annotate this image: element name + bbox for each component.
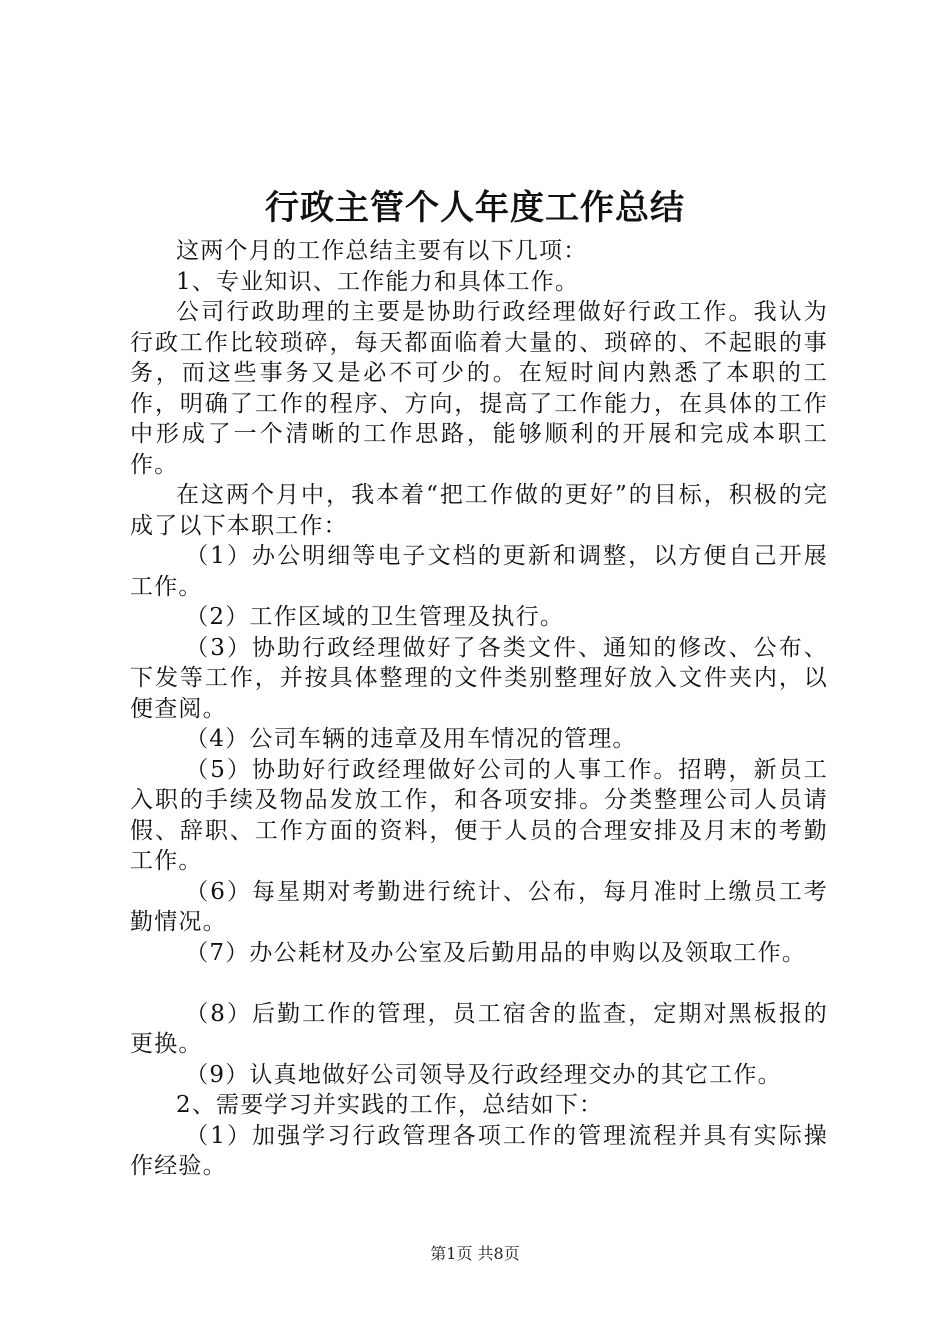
- document-title: 行政主管个人年度工作总结: [265, 188, 685, 228]
- paragraph-item-1: （1）办公明细等电子文档的更新和调整，以方便自己开展工作。: [130, 543, 828, 600]
- paragraph-item-4: （4）公司车辆的违章及用车情况的管理。: [185, 726, 637, 752]
- paragraph-section-2-item-1: （1）加强学习行政管理各项工作的管理流程并具有实际操作经验。: [130, 1122, 828, 1179]
- paragraph-item-8: （8）后勤工作的管理，员工宿舍的监查，定期对黑板报的更换。: [130, 1000, 828, 1057]
- paragraph-item-6: （6）每星期对考勤进行统计、公布，每月准时上缴员工考勤情况。: [130, 878, 828, 935]
- document-body: [130, 236, 828, 1182]
- paragraph-section-1-heading: 1、专业知识、工作能力和具体工作。: [176, 268, 580, 295]
- paragraph-item-3: （3）协助行政经理做好了各类文件、通知的修改、公布、下发等工作，并按具体整理的文件类别整理好放入文件夹内，以便查阅。: [130, 634, 828, 722]
- page-number-footer: 第1页 共8页: [430, 1244, 520, 1263]
- paragraph-item-7: （7）办公耗材及办公室及后勤用品的申购以及领取工作。: [185, 939, 807, 966]
- paragraph-section-2-heading: 2、需要学习并实践的工作，总结如下：: [176, 1092, 604, 1118]
- paragraph-intro: 这两个月的工作总结主要有以下几项：: [176, 238, 588, 264]
- paragraph-duties-intro: 在这两个月中，我本着“把工作做的更好”的目标，积极的完成了以下本职工作：: [130, 482, 828, 539]
- paragraph-item-2: （2）工作区域的卫生管理及执行。: [185, 604, 565, 630]
- paragraph-role-description: 公司行政助理的主要是协助行政经理做好行政工作。我认为行政工作比较琐碎，每天都面临着大量的、琐碎的、不起眼的事务，而这些事务又是必不可少的。在短时间内熟悉了本职的工作，明确了工作的程序、方向，提高了工作能力，在具体的工作中形成了一个清晰的工作思路，能够顺利的开展和完成本职工作。: [130, 299, 828, 478]
- paragraph-item-5: （5）协助好行政经理做好公司的人事工作。招聘，新员工入职的手续及物品发放工作，和各项安排。分类整理公司人员请假、辞职、工作方面的资料，便于人员的合理安排及月末的考勤工作。: [130, 756, 828, 874]
- paragraph-item-9: （9）认真地做好公司领导及行政经理交办的其它工作。: [185, 1061, 782, 1088]
